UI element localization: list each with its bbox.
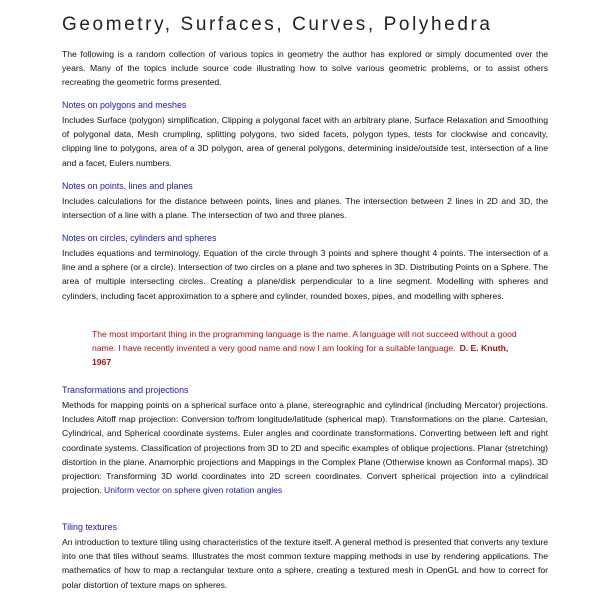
section-link-circles-cylinders-spheres[interactable]: Notes on circles, cylinders and spheres xyxy=(62,233,217,243)
section-body: Includes calculations for the distance between points, lines and planes. The intersection between 2 lines in 2D and 3D, the intersection of a line with a plane. The intersection of two and three planes. xyxy=(62,196,548,221)
section-transformations-projections xyxy=(62,384,548,497)
section-link-points-lines-planes[interactable]: Notes on points, lines and planes xyxy=(62,181,193,191)
intro-paragraph: The following is a random collection of various topics in geometry the author has explored or simply documented over the years. Many of the topics include source code illustrating how to solve various geometric problems, or to assist others recreating the geometric forms presented. xyxy=(62,49,548,88)
section-body-text: Methods for mapping points on a spherical surface onto a plane, stereographic and cylindrical (including Mercator) projections. Includes Aitoff map projection: Conversion to/from longitude/latitude (spherical map). Transformations on the plane. Cartesian, Cylindrical, and Spherical coordinate systems. Euler angles and coordinate transformations. Converting between left and right coordinate systems. Classification of projections from 3D to 2D and specific examples of oblique projections. Planar (stretching) distortion in the plane. Anamorphic projections and Mappings in the Complex Plane (Otherwise known as Conformal maps). 3D projection: Transforming 3D world coordinates into 2D screen coordinates. Convert spherical projection into a cylindrical projection. xyxy=(62,400,548,496)
section-link-polygons-meshes[interactable]: Notes on polygons and meshes xyxy=(62,100,187,110)
section-tiling-textures xyxy=(62,521,548,592)
section-body xyxy=(62,398,548,497)
section-polygons-meshes xyxy=(62,99,548,170)
quote-text: The most important thing in the programming language is the name. A language will not succeed without a good name. I have recently invented a very good name and now I am looking for a suitable language. xyxy=(92,329,517,354)
section-body: Includes Surface (polygon) simplification, Clipping a polygonal facet with an arbitrary plane, Surface Relaxation and Smoothing of polygonal data, Mesh crumpling, splitting polygons, two sided facets, polygon types, tests for clockwise and concavity, clipping line to polygons, area of a 3D polygon, area of general polygons, determining inside/outside test, intersection of a line and a facet, Eulers numbers. xyxy=(62,115,548,168)
knuth-quote xyxy=(92,327,522,370)
section-body: An introduction to texture tiling using characteristics of the texture itself. A general method is presented that converts any texture into one that tiles without seams. Illustrates the most common texture mapping methods in use by rendering applications. The mathematics of how to map a rectangular texture onto a sphere, creating a textured mesh in OpenGL and how to correct for polar distortion of texture maps on spheres. xyxy=(62,537,548,590)
section-link-transformations-projections[interactable]: Transformations and projections xyxy=(62,385,189,395)
uniform-vector-link[interactable]: Uniform vector on sphere given rotation angles xyxy=(104,485,283,496)
section-link-tiling-textures[interactable]: Tiling textures xyxy=(62,522,117,532)
section-points-lines-planes xyxy=(62,180,548,222)
section-body: Includes equations and terminology. Equation of the circle through 3 points and sphere thought 4 points. The intersection of a line and a sphere (or a circle). Intersection of two circles on a plane and two spheres in 3D. Distributing Points on a Sphere. The area of multiple intersecting circles. Creating a plane/disk perpendicular to a line segment. Modelling with spheres and cylinders, including facet approximation to a sphere and cylinder, rounded boxes, pipes, and modelling with spheres. xyxy=(62,248,548,301)
section-circles-cylinders-spheres xyxy=(62,232,548,303)
page-title: Geometry, Surfaces, Curves, Polyhedra xyxy=(62,14,493,35)
quote-author: D. E. Knuth, 1967 xyxy=(92,343,509,368)
